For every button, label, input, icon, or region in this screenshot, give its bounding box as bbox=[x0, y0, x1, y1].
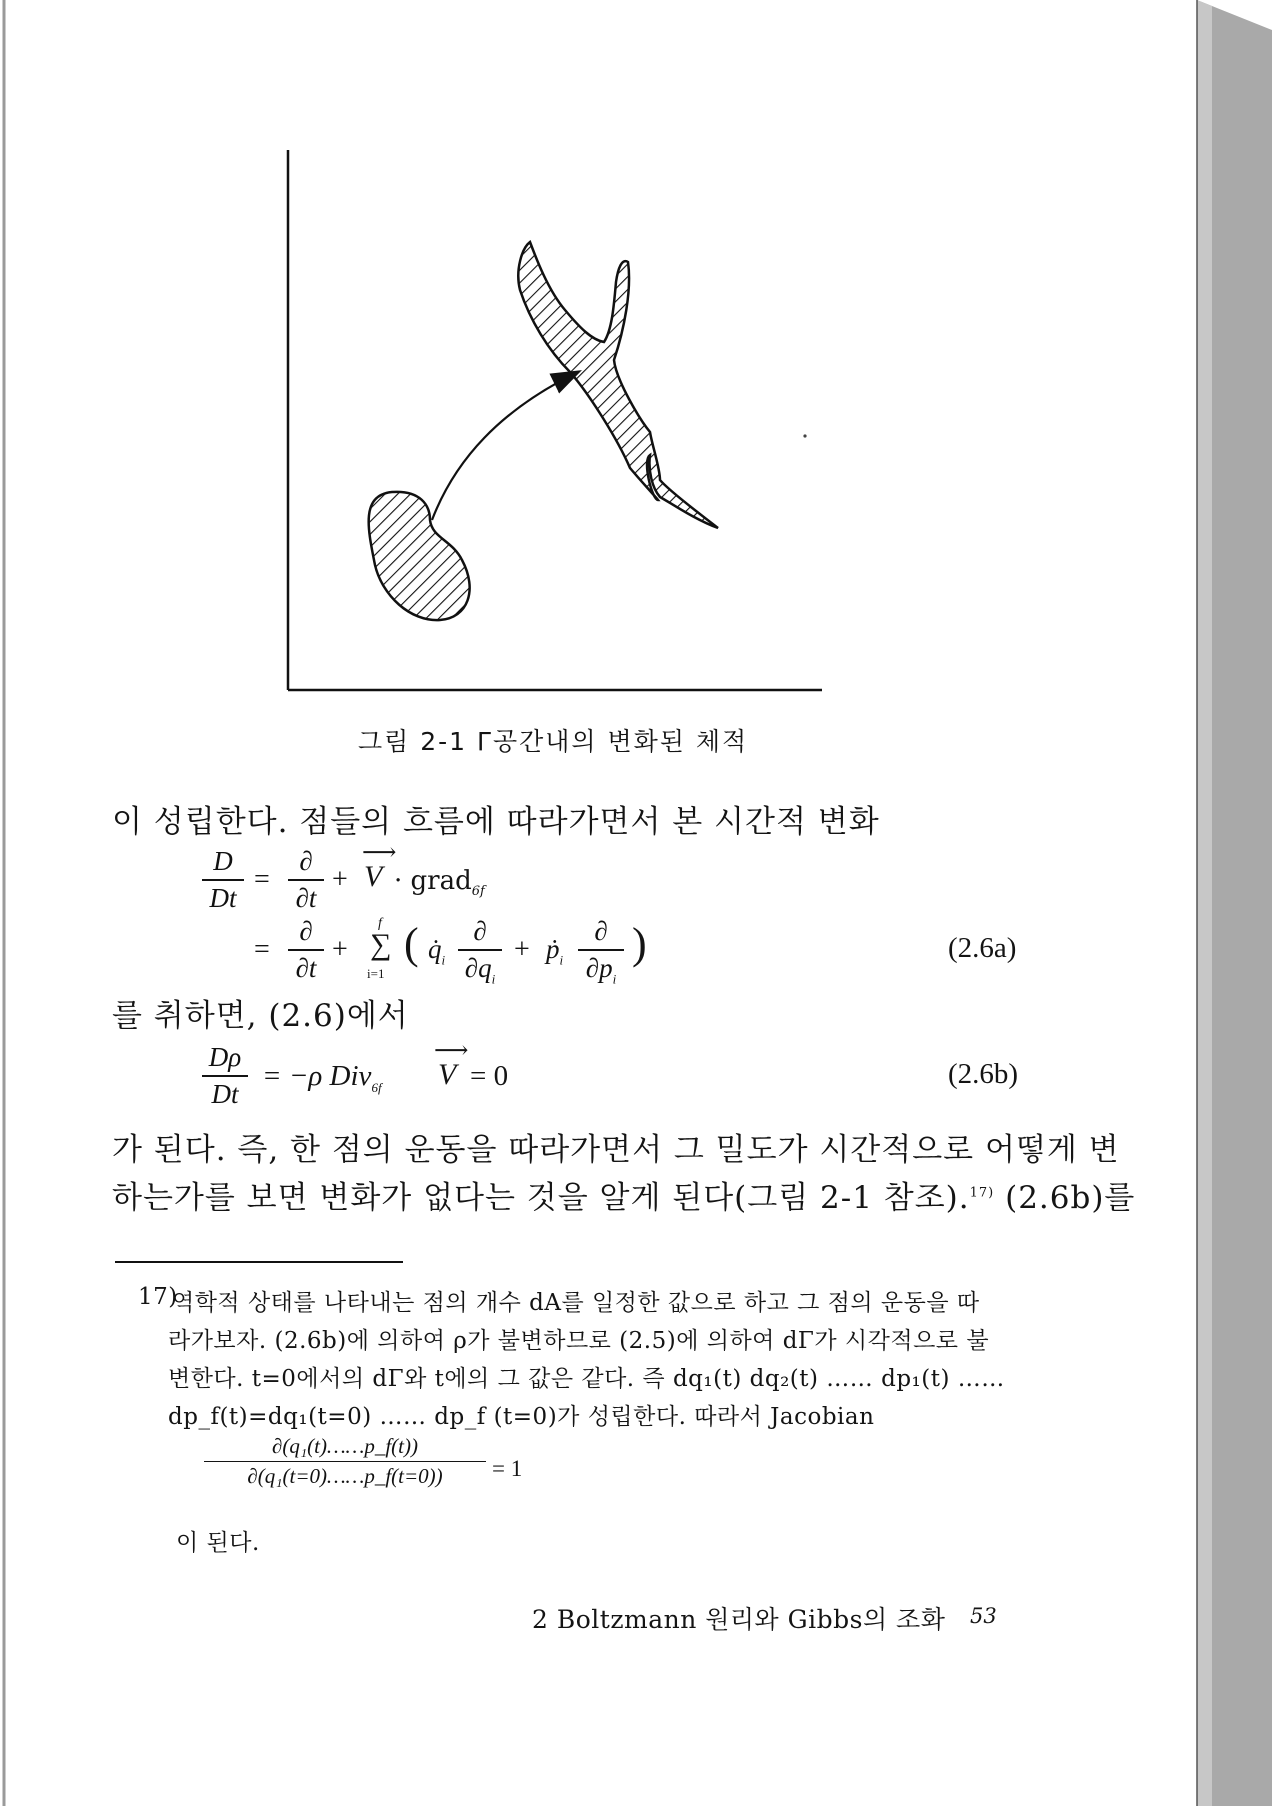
left-paren: ( bbox=[404, 919, 419, 968]
body-line: 이 성립한다. 점들의 흐름에 따라가면서 본 시간적 변화 bbox=[112, 804, 880, 840]
partial-q-fraction bbox=[458, 916, 502, 987]
partial-p-fraction bbox=[578, 916, 624, 987]
fraction-bar bbox=[578, 949, 624, 951]
footnote-label: 17) bbox=[138, 1284, 178, 1310]
eq-a-lhs-fraction bbox=[202, 846, 244, 914]
footnote-line: 라가보자. (2.6b)에 의하여 ρ가 불변하므로 (2.5)에 의하여 dΓ가 시각적으로 불 bbox=[168, 1328, 990, 1354]
dq-den: $\partial q_i$ bbox=[464, 953, 496, 987]
vector-arrow-icon: ⟶ bbox=[434, 1038, 469, 1064]
body-line: 를 취하면, (2.6)에서 bbox=[112, 998, 409, 1034]
equation-number-2-6a: (2.6a) bbox=[948, 932, 1017, 964]
footnote-line: dp_f(t)=dq₁(t=0) …… dp_f (t=0)가 성립한다. 따라서 Jacobian bbox=[168, 1404, 875, 1430]
dp-num: ∂ bbox=[594, 916, 608, 946]
plus-sign: + bbox=[332, 934, 348, 965]
velocity-vector: ⟶ V bbox=[362, 840, 397, 893]
eq-b-rhs: = −ρ Div$_{6f}$ bbox=[262, 1060, 382, 1095]
summation-symbol: ∑ bbox=[370, 928, 392, 961]
jacobian-num: ∂(q₁(t)……p_f(t)) bbox=[272, 1434, 418, 1458]
eq-a-op-num: ∂ bbox=[299, 846, 313, 876]
body-line: 하는가를 보면 변화가 없다는 것을 알게 된다(그림 2-1 참조).$^{17)}$ (2.6b)를 bbox=[112, 1180, 1136, 1216]
right-paren: ) bbox=[632, 919, 647, 968]
eq-b-lhs-num: Dρ bbox=[208, 1042, 242, 1072]
fraction-bar bbox=[458, 949, 502, 951]
footnote-line: 변한다. t=0에서의 dΓ와 t에의 그 값은 같다. 즉 dq₁(t) dq₂(t) …… dp₁(t) …… bbox=[168, 1366, 1005, 1392]
eq-b-lhs-den: Dt bbox=[211, 1079, 239, 1109]
fraction-bar bbox=[288, 879, 324, 881]
sum-lower-limit: i=1 bbox=[367, 966, 385, 981]
eq-b-lhs-fraction bbox=[202, 1042, 248, 1110]
eq-b-tail: = 0 bbox=[470, 1060, 509, 1092]
equals-sign: = bbox=[254, 934, 270, 965]
page-number: 53 bbox=[970, 1604, 997, 1628]
jacobian-rhs: = 1 bbox=[492, 1456, 523, 1481]
eq-a2-partial-t-fraction bbox=[288, 916, 324, 984]
vector-arrow-icon: ⟶ bbox=[362, 840, 397, 866]
plus-sign: + bbox=[332, 864, 348, 895]
equation-number-2-6b: (2.6b) bbox=[948, 1058, 1019, 1090]
eq-a-lhs-num: D bbox=[213, 846, 233, 876]
q-dot: $q̇_i$ bbox=[428, 934, 446, 968]
footnote-ref: 17) bbox=[969, 1185, 995, 1201]
dp-den: $\partial p_i$ bbox=[585, 953, 617, 987]
eq-a-op-num: ∂ bbox=[299, 916, 313, 946]
footnote-line: 역학적 상태를 나타내는 점의 개수 dA를 일정한 값으로 하고 그 점의 운동을 따 bbox=[172, 1290, 980, 1316]
velocity-vector: ⟶ V bbox=[434, 1038, 469, 1091]
equals-sign: = bbox=[254, 864, 270, 895]
jacobian-fraction bbox=[204, 1434, 486, 1489]
footnote-closing: 이 된다. bbox=[176, 1530, 260, 1556]
body-line: 가 된다. 즉, 한 점의 운동을 따라가면서 그 밀도가 시간적으로 어떻게 변 bbox=[112, 1132, 1120, 1168]
running-footer-title: 2 Boltzmann 원리와 Gibbs의 조화 bbox=[532, 1605, 946, 1634]
eq-a-op-den: ∂t bbox=[295, 883, 317, 913]
fraction-bar bbox=[204, 1461, 486, 1462]
jacobian-den: ∂(q₁(t=0)……p_f(t=0)) bbox=[247, 1464, 443, 1488]
eq-a-partial-t-fraction bbox=[288, 846, 324, 914]
p-dot: ṗ$_i$ bbox=[546, 934, 564, 968]
dq-num: ∂ bbox=[473, 916, 487, 946]
grad-operator: · grad$_{6f}$ bbox=[394, 866, 485, 900]
plus-sign: + bbox=[514, 934, 530, 965]
fraction-bar bbox=[288, 949, 324, 951]
sum-upper-limit: f bbox=[378, 916, 382, 931]
scan-speck bbox=[803, 434, 806, 437]
figure-caption: 그림 2-1 Γ공간내의 변화된 체적 bbox=[358, 727, 749, 756]
eq-a-lhs-den: Dt bbox=[209, 883, 237, 913]
book-side-highlight bbox=[1197, 0, 1212, 1806]
fraction-bar bbox=[202, 1075, 248, 1077]
eq-a-op-den: ∂t bbox=[295, 953, 317, 983]
fraction-bar bbox=[202, 879, 244, 881]
